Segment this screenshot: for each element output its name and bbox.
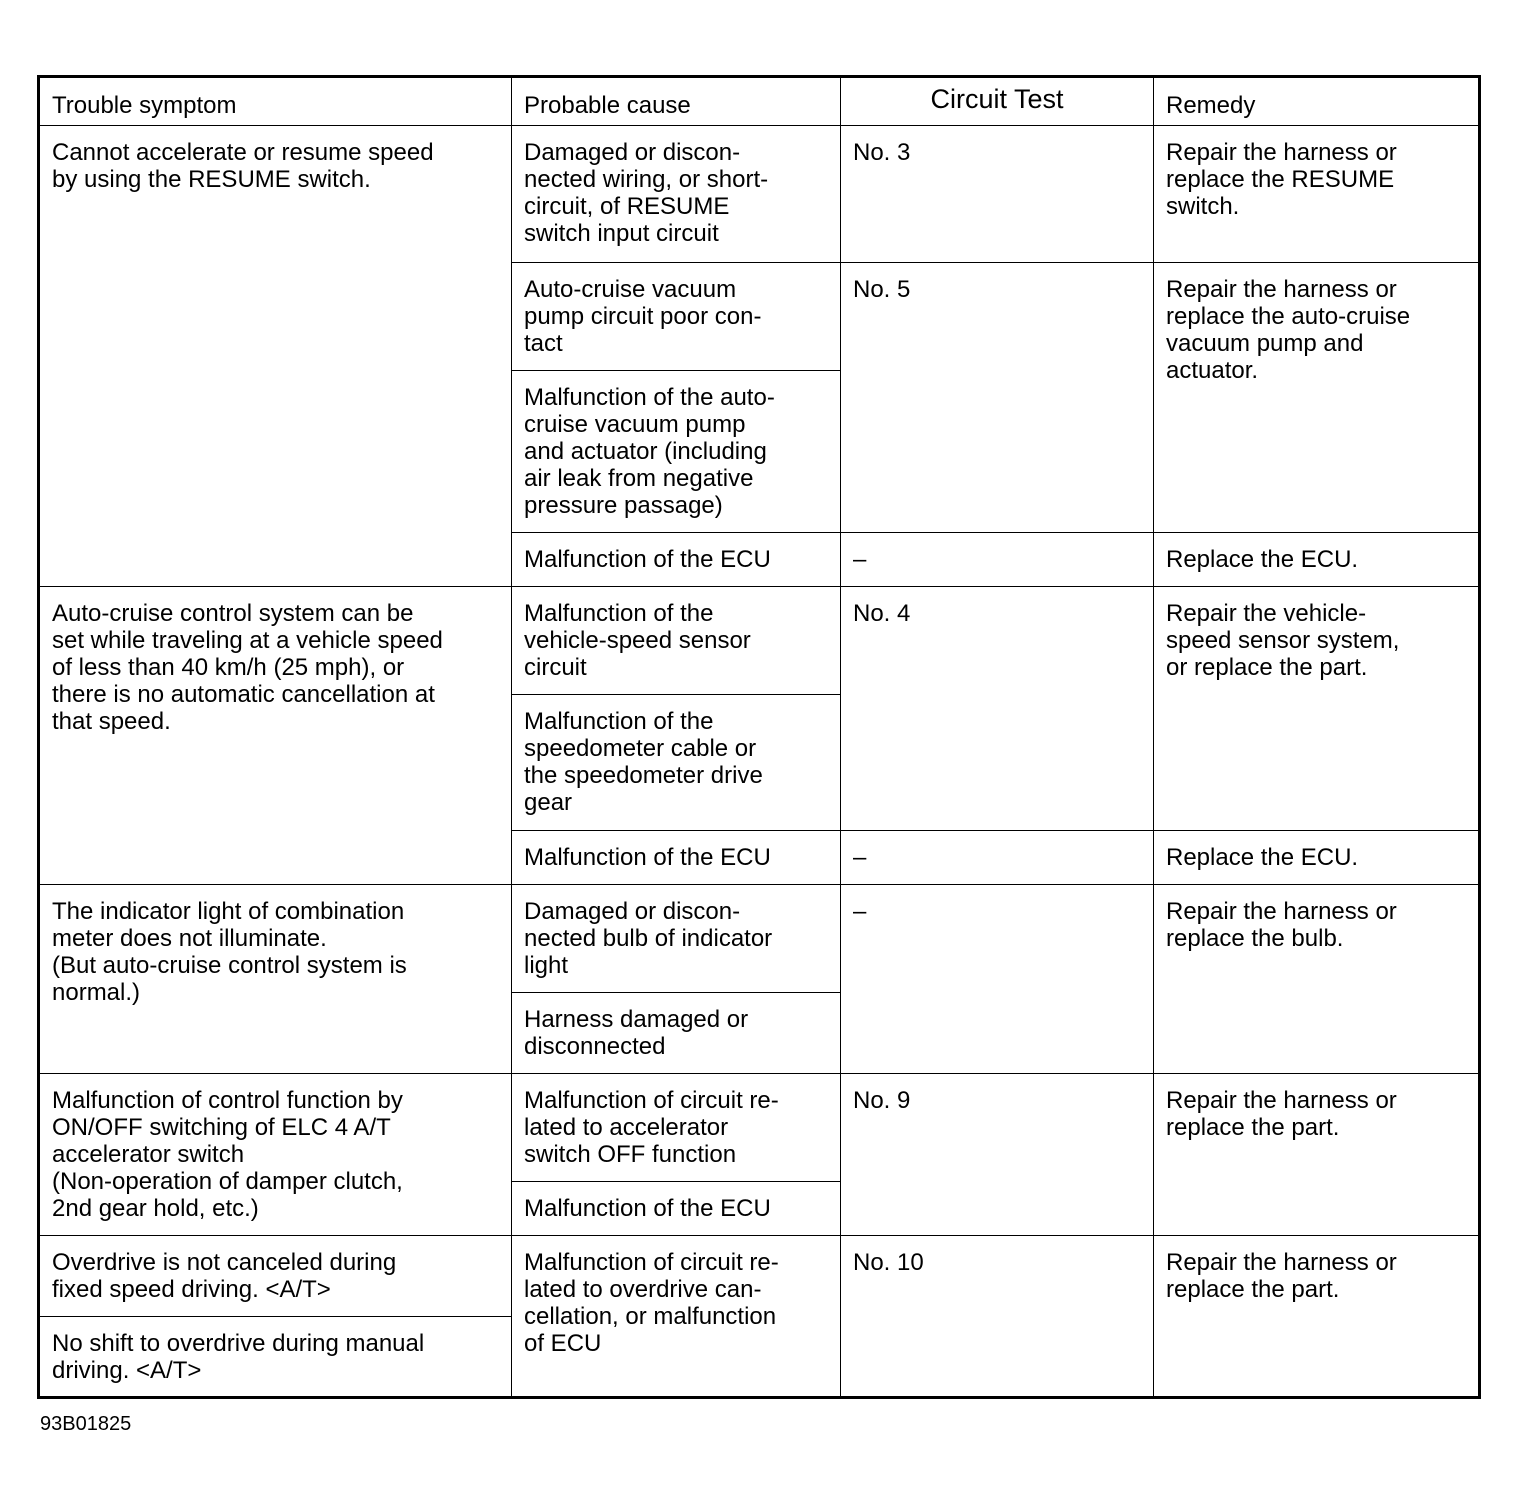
probable-cause-cell bbox=[512, 831, 841, 885]
circuit-test-text: – bbox=[853, 898, 867, 925]
circuit-test-text: No. 5 bbox=[853, 276, 911, 303]
circuit-test-text: No. 3 bbox=[853, 139, 911, 166]
remedy-cell bbox=[1154, 885, 1480, 1074]
remedy-text: Repair the harness or replace the bulb. bbox=[1166, 898, 1397, 952]
header-row bbox=[39, 77, 1480, 126]
circuit-test-cell bbox=[841, 1236, 1154, 1398]
circuit-test-cell bbox=[841, 126, 1154, 263]
probable-cause-text: Malfunction of the auto- cruise vacuum pump and actuator (including air leak from negative pressure passage) bbox=[524, 384, 775, 519]
remedy-cell bbox=[1154, 263, 1480, 533]
header-probable-cause: Probable cause bbox=[512, 77, 841, 126]
circuit-test-cell bbox=[841, 885, 1154, 1074]
trouble-symptom-text: Overdrive is not canceled during fixed speed driving. <A/T> bbox=[52, 1249, 397, 1303]
trouble-symptom-cell bbox=[39, 885, 512, 1074]
table-row bbox=[39, 126, 1480, 263]
probable-cause-cell bbox=[512, 695, 841, 831]
probable-cause-cell bbox=[512, 1074, 841, 1182]
circuit-test-cell bbox=[841, 587, 1154, 831]
figure-code: 93B01825 bbox=[40, 1413, 132, 1435]
circuit-test-text: – bbox=[853, 546, 867, 573]
remedy-text: Repair the harness or replace the auto-cruise vacuum pump and actuator. bbox=[1166, 276, 1411, 384]
circuit-test-cell bbox=[841, 263, 1154, 533]
trouble-symptom-cell bbox=[39, 126, 512, 587]
remedy-text: Repair the harness or replace the part. bbox=[1166, 1087, 1397, 1141]
remedy-cell bbox=[1154, 1236, 1480, 1398]
trouble-symptom-text: Malfunction of control function by ON/OFF switching of ELC 4 A/T accelerator switch (Non-operation of damper clutch, 2nd gear hold, etc.) bbox=[52, 1087, 403, 1222]
remedy-text: Repair the vehicle- speed sensor system, or replace the part. bbox=[1166, 600, 1400, 681]
probable-cause-text: Damaged or discon- nected bulb of indicator light bbox=[524, 898, 773, 979]
probable-cause-text: Malfunction of the ECU bbox=[524, 1195, 771, 1222]
header-remedy: Remedy bbox=[1154, 77, 1480, 126]
circuit-test-text: No. 4 bbox=[853, 600, 911, 627]
table-row bbox=[39, 1236, 1480, 1317]
trouble-symptom-cell bbox=[39, 587, 512, 885]
remedy-cell bbox=[1154, 533, 1480, 587]
circuit-test-text: – bbox=[853, 844, 867, 871]
remedy-text: Replace the ECU. bbox=[1166, 844, 1359, 871]
circuit-test-text: No. 10 bbox=[853, 1249, 924, 1276]
table-row bbox=[39, 587, 1480, 695]
remedy-cell bbox=[1154, 831, 1480, 885]
table-row bbox=[39, 1074, 1480, 1182]
probable-cause-cell bbox=[512, 885, 841, 993]
circuit-test-cell bbox=[841, 1074, 1154, 1236]
remedy-cell bbox=[1154, 126, 1480, 263]
circuit-test-cell bbox=[841, 533, 1154, 587]
probable-cause-cell bbox=[512, 371, 841, 533]
header-trouble-symptom: Trouble symptom bbox=[39, 77, 512, 126]
probable-cause-text: Auto-cruise vacuum pump circuit poor con- tact bbox=[524, 276, 762, 357]
trouble-symptom-text: The indicator light of combination meter does not illuminate. (But auto-cruise control system is normal.) bbox=[52, 898, 407, 1006]
remedy-cell bbox=[1154, 1074, 1480, 1236]
probable-cause-text: Harness damaged or disconnected bbox=[524, 1006, 749, 1060]
remedy-cell bbox=[1154, 587, 1480, 831]
probable-cause-text: Malfunction of the vehicle-speed sensor circuit bbox=[524, 600, 751, 681]
probable-cause-cell bbox=[512, 1236, 841, 1398]
circuit-test-text: No. 9 bbox=[853, 1087, 911, 1114]
probable-cause-text: Malfunction of the speedometer cable or the speedometer drive gear bbox=[524, 708, 763, 816]
probable-cause-text: Malfunction of the ECU bbox=[524, 546, 771, 573]
remedy-text: Repair the harness or replace the part. bbox=[1166, 1249, 1397, 1303]
table-row bbox=[39, 885, 1480, 993]
header-circuit-test: Circuit Test bbox=[841, 77, 1154, 126]
probable-cause-cell bbox=[512, 263, 841, 371]
trouble-symptom-cell bbox=[39, 1236, 512, 1317]
probable-cause-cell bbox=[512, 587, 841, 695]
trouble-symptom-text: Auto-cruise control system can be set while traveling at a vehicle speed of less than 40 km/h (25 mph), or there is no automatic cancellation at that speed. bbox=[52, 600, 443, 735]
probable-cause-cell bbox=[512, 126, 841, 263]
trouble-symptom-text: Cannot accelerate or resume speed by using the RESUME switch. bbox=[52, 139, 434, 193]
trouble-symptom-cell bbox=[39, 1074, 512, 1236]
probable-cause-text: Malfunction of the ECU bbox=[524, 844, 771, 871]
probable-cause-cell bbox=[512, 1182, 841, 1236]
probable-cause-cell bbox=[512, 533, 841, 587]
probable-cause-text: Damaged or discon- nected wiring, or short- circuit, of RESUME switch input circuit bbox=[524, 139, 769, 247]
remedy-text: Replace the ECU. bbox=[1166, 546, 1359, 573]
trouble-symptom-cell bbox=[39, 1317, 512, 1398]
trouble-symptom-text: No shift to overdrive during manual driving. <A/T> bbox=[52, 1330, 425, 1384]
circuit-test-cell bbox=[841, 831, 1154, 885]
remedy-text: Repair the harness or replace the RESUME switch. bbox=[1166, 139, 1397, 220]
probable-cause-cell bbox=[512, 993, 841, 1074]
troubleshooting-table bbox=[37, 75, 1481, 1399]
probable-cause-text: Malfunction of circuit re- lated to accelerator switch OFF function bbox=[524, 1087, 779, 1168]
probable-cause-text: Malfunction of circuit re- lated to overdrive can- cellation, or malfunction of ECU bbox=[524, 1249, 779, 1357]
